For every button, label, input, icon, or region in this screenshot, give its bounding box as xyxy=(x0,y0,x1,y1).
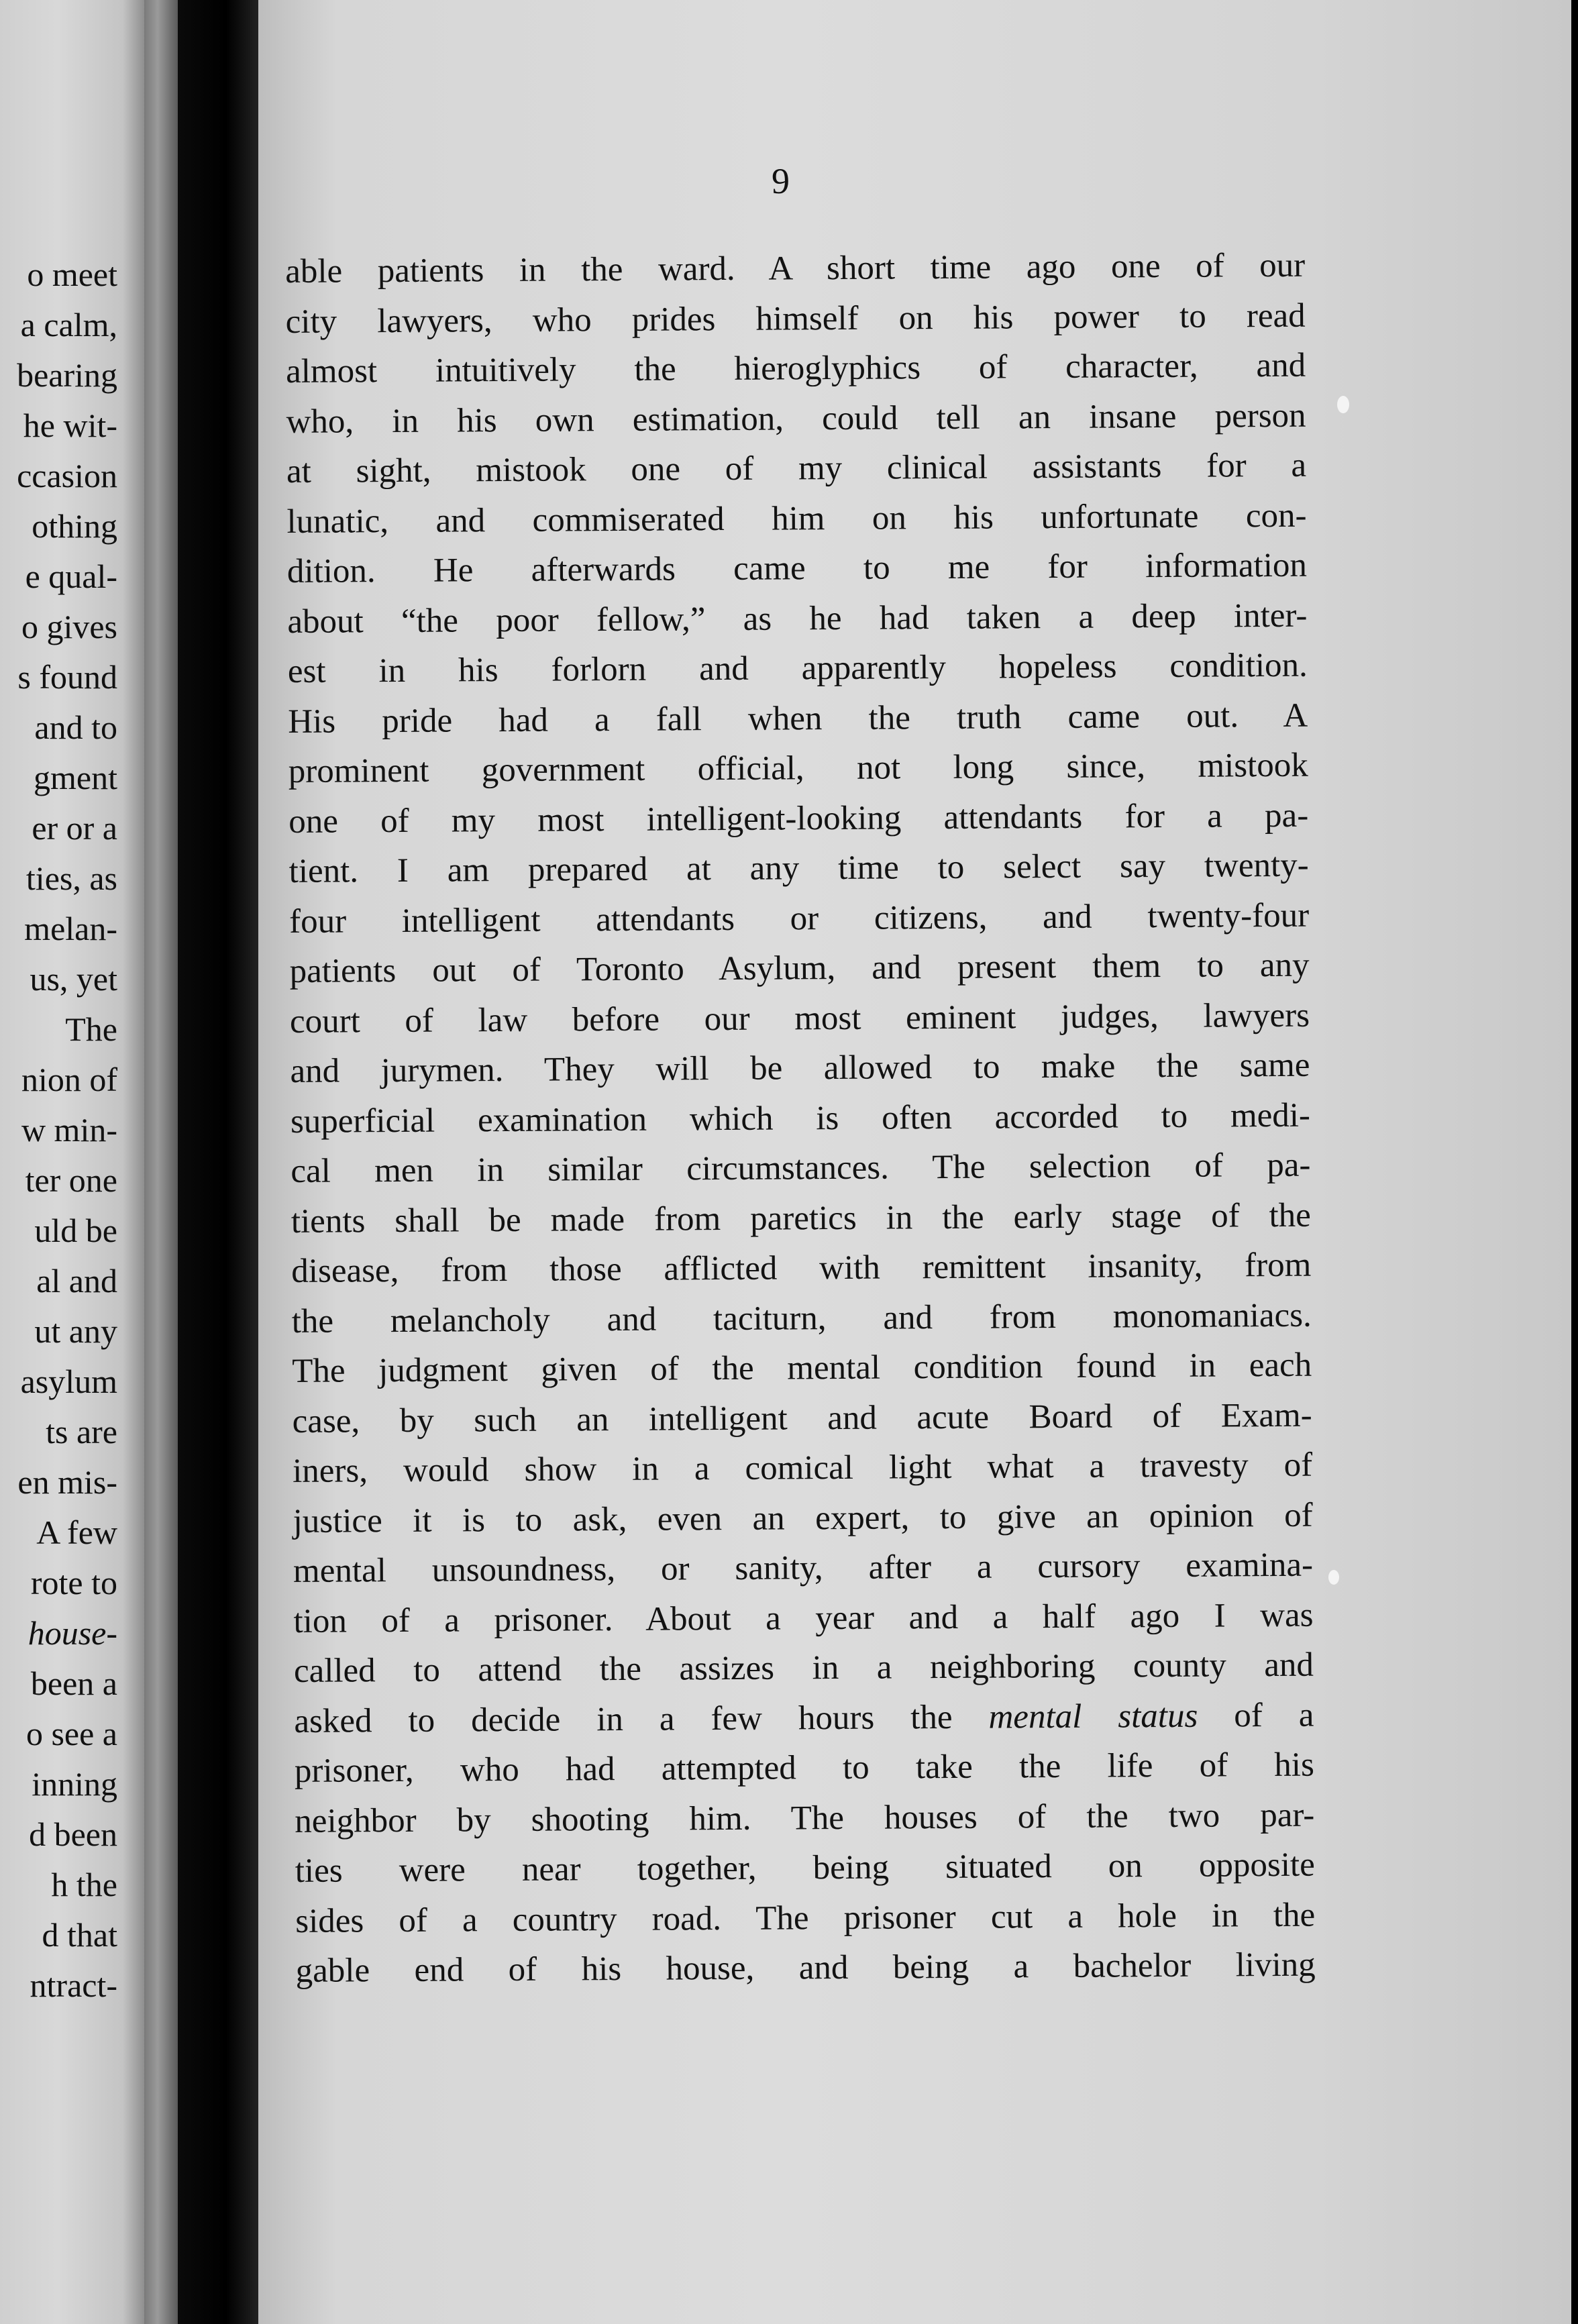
left-line: and to xyxy=(34,708,117,746)
text-line: city lawyers, who prides himself on his power to read xyxy=(285,297,1306,341)
left-line: us, yet xyxy=(30,960,117,998)
text-line: able patients in the ward. A short time ago one of our xyxy=(285,246,1306,290)
page-right-edge xyxy=(1571,0,1575,2324)
left-line: ts are xyxy=(46,1413,117,1450)
text-line-with-italic xyxy=(294,1690,1314,1746)
left-line: The xyxy=(65,1010,117,1048)
text-line: and jurymen. They will be allowed to make the same xyxy=(290,1046,1310,1090)
left-facing-page xyxy=(0,0,144,2324)
scan-speck xyxy=(1337,396,1349,413)
body-text-column xyxy=(285,241,1316,1997)
italic-phrase: mental status xyxy=(988,1697,1198,1736)
text-line: est in his forlorn and apparently hopeless condition. xyxy=(287,646,1308,690)
text-line: about “the poor fellow,” as he had taken a deep inter- xyxy=(287,596,1308,641)
left-line: a calm, xyxy=(20,306,117,344)
left-line: o meet xyxy=(27,256,117,293)
left-line: ntract- xyxy=(30,1966,117,2004)
left-line: d been xyxy=(29,1815,117,1853)
text-line: court of law before our most eminent judges, lawyers xyxy=(289,996,1310,1041)
left-line: en mis- xyxy=(17,1463,117,1501)
text-line: prisoner, who had attempted to take the life of his xyxy=(294,1746,1315,1790)
text-line: who, in his own estimation, could tell an insane person xyxy=(286,397,1306,441)
text-segment: asked to decide in a few hours the xyxy=(294,1698,989,1740)
left-line: nion of xyxy=(21,1061,117,1098)
left-line: othing xyxy=(32,507,117,545)
text-line: gable end of his house, and being a bachelor living xyxy=(295,1946,1316,1990)
left-line: s found xyxy=(17,658,117,696)
left-line: d that xyxy=(42,1916,117,1954)
text-line: cal men in similar circumstances. The selection of pa- xyxy=(291,1146,1311,1190)
left-page-text-column xyxy=(17,250,117,2011)
left-line: ccasion xyxy=(17,457,117,494)
text-line: justice it is to ask, even an expert, to give an opinion of xyxy=(293,1496,1313,1540)
text-line: mental unsoundness, or sanity, after a cursory examina- xyxy=(293,1546,1314,1590)
left-line: w min- xyxy=(21,1111,117,1149)
left-line: o see a xyxy=(25,1715,117,1752)
left-line: he wit- xyxy=(23,407,117,444)
left-line: ter one xyxy=(25,1161,117,1199)
left-line: o gives xyxy=(21,608,117,645)
left-line: A few xyxy=(36,1514,117,1551)
left-line: er or a xyxy=(32,809,117,847)
text-segment: of a xyxy=(1198,1696,1314,1735)
left-line: h the xyxy=(51,1866,117,1903)
left-line: uld be xyxy=(34,1212,117,1249)
left-line: inning xyxy=(32,1765,117,1803)
text-line: The judgment given of the mental condition found in each xyxy=(292,1346,1312,1390)
text-line: neighbor by shooting him. The houses of the two par- xyxy=(295,1796,1315,1840)
left-line: gment xyxy=(34,759,117,796)
right-main-page xyxy=(258,0,1575,2324)
left-line: rote to xyxy=(30,1564,117,1601)
text-line: the melancholy and taciturn, and from monomaniacs. xyxy=(291,1296,1312,1340)
text-line: iners, would show in a comical light what a travesty of xyxy=(292,1446,1313,1490)
text-line: ties were near together, being situated on opposite xyxy=(295,1846,1315,1890)
text-line: tion of a prisoner. About a year and a half ago I was xyxy=(293,1596,1314,1640)
text-line: at sight, mistook one of my clinical assistants for a xyxy=(286,446,1307,490)
text-line: tient. I am prepared at any time to select say twenty- xyxy=(288,846,1309,890)
text-line: His pride had a fall when the truth came out. A xyxy=(288,696,1308,741)
page-edge-shadow xyxy=(144,0,178,2324)
text-line: one of my most intelligent-looking attendants for a pa- xyxy=(288,796,1309,841)
text-line: dition. He afterwards came to me for information xyxy=(286,546,1308,590)
text-line: sides of a country road. The prisoner cut a hole in the xyxy=(295,1896,1316,1940)
text-line: called to attend the assizes in a neighboring county and xyxy=(293,1646,1314,1690)
left-line: e qual- xyxy=(25,558,117,595)
text-line: patients out of Toronto Asylum, and present them to any xyxy=(289,946,1310,990)
text-line: four intelligent attendants or citizens, and twenty-four xyxy=(288,896,1310,941)
text-line: superficial examination which is often accorded to medi- xyxy=(290,1096,1311,1141)
text-line: disease, from those afflicted with remittent insanity, from xyxy=(291,1246,1312,1290)
text-line: lunatic, and commiserated him on his unfortunate con- xyxy=(286,496,1307,541)
text-line: case, by such an intelligent and acute Board of Exam- xyxy=(292,1396,1312,1440)
text-line: almost intuitively the hieroglyphics of character, and xyxy=(285,346,1306,390)
left-line: ut any xyxy=(34,1312,117,1350)
left-line: been a xyxy=(30,1665,117,1702)
left-line: al and xyxy=(36,1262,117,1300)
left-line: ties, as xyxy=(25,859,117,897)
left-line: bearing xyxy=(17,356,117,394)
left-line: asylum xyxy=(20,1363,117,1400)
text-line: tients shall be made from paretics in the early stage of the xyxy=(291,1196,1312,1240)
left-line: house- xyxy=(28,1614,117,1652)
book-gutter xyxy=(178,0,258,2324)
scan-speck xyxy=(1328,1570,1339,1585)
page-number: 9 xyxy=(772,161,790,201)
text-line: prominent government official, not long since, mistook xyxy=(288,746,1308,790)
left-line: melan- xyxy=(24,910,117,947)
